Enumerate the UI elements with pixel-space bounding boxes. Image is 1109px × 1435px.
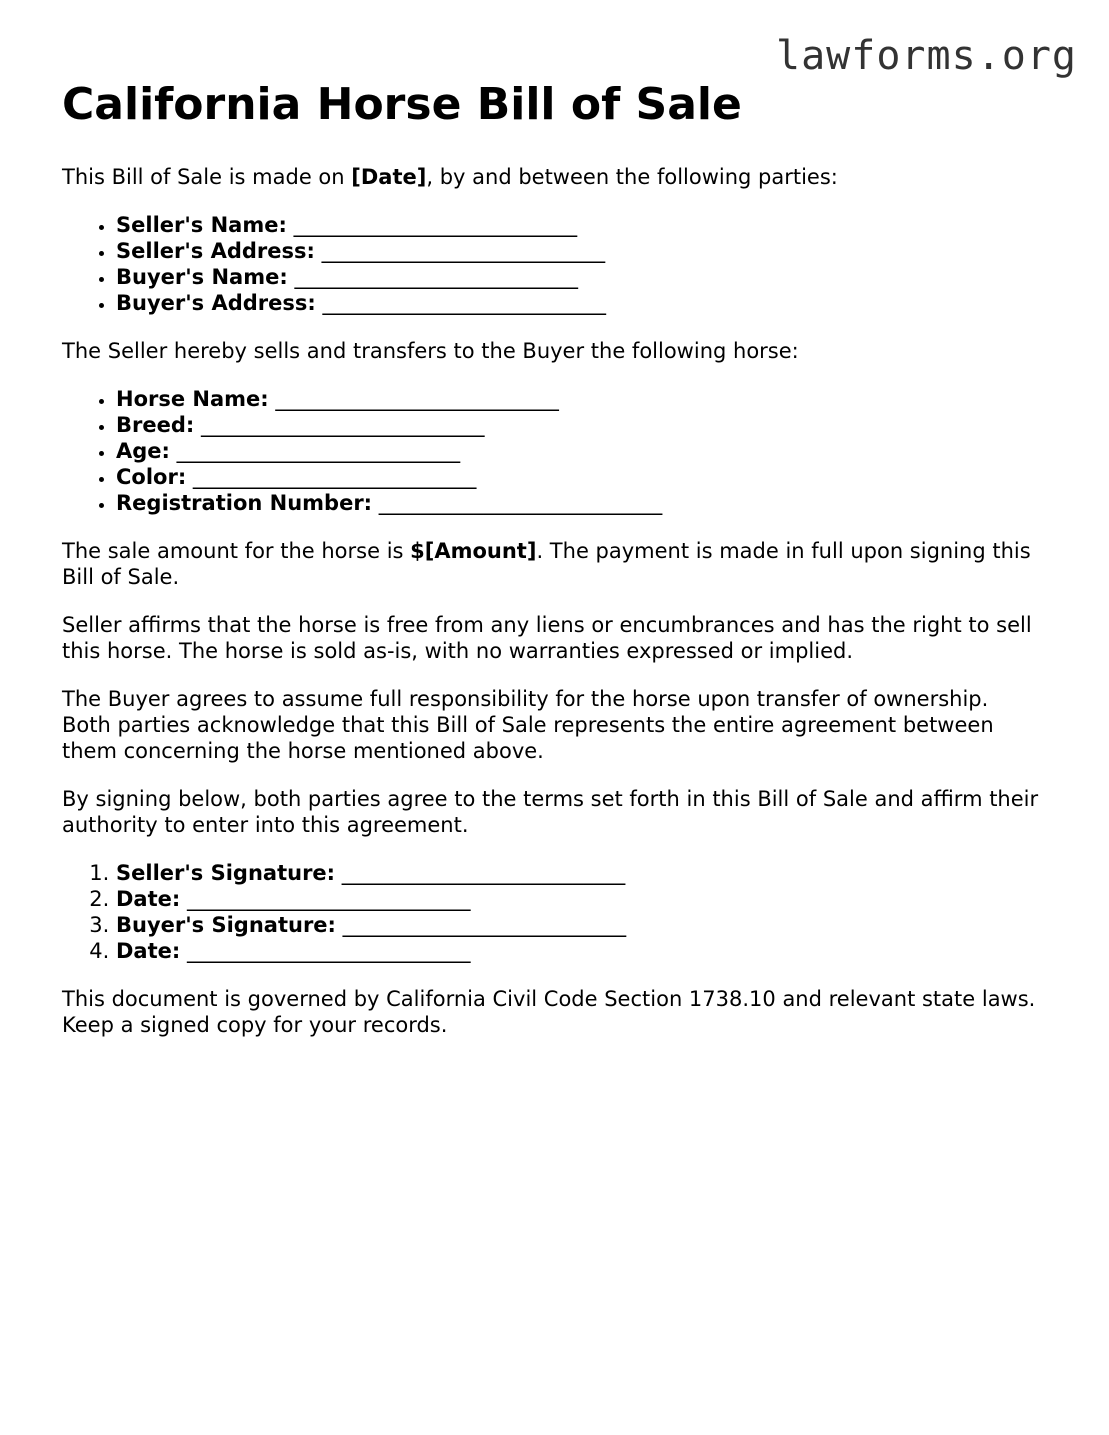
- list-item: [116, 886, 1042, 912]
- amount-placeholder: $[Amount]: [410, 539, 537, 563]
- field-label: Registration Number:: [116, 491, 373, 515]
- field-label: Horse Name:: [116, 387, 269, 411]
- list-item: [116, 212, 1042, 238]
- fill-in-blank: ___________________________: [341, 861, 626, 885]
- amount-prefix: The sale amount for the horse is: [62, 539, 411, 563]
- list-item: [116, 412, 1042, 438]
- fill-in-blank: ___________________________: [186, 939, 471, 963]
- transfer-paragraph: The Seller hereby sells and transfers to the Buyer the following horse:: [62, 339, 799, 363]
- list-item: [116, 912, 1042, 938]
- amount-suffix: . The payment is made in full upon signing this Bill of Sale.: [62, 539, 1031, 589]
- fill-in-blank: ___________________________: [275, 387, 559, 411]
- list-item: [116, 860, 1042, 886]
- watermark-logo: lawforms.org: [776, 33, 1077, 79]
- intro-suffix: , by and between the following parties:: [426, 165, 838, 189]
- affirm-paragraph: Seller affirms that the horse is free from any liens or encumbrances and has the right to sell this horse. The horse is sold as-is, with no warranties expressed or implied.: [62, 613, 1032, 663]
- field-label: Buyer's Signature:: [116, 913, 336, 937]
- signing-paragraph: By signing below, both parties agree to the terms set forth in this Bill of Sale and affirm their authority to enter into this agreement.: [62, 787, 1039, 837]
- field-label: Seller's Name:: [116, 213, 287, 237]
- fill-in-blank: ___________________________: [294, 265, 578, 289]
- field-label: Seller's Address:: [116, 239, 315, 263]
- field-label: Buyer's Name:: [116, 265, 288, 289]
- list-item: [116, 290, 1042, 316]
- field-label: Seller's Signature:: [116, 861, 336, 885]
- intro-prefix: This Bill of Sale is made on: [62, 165, 352, 189]
- field-label: Age:: [116, 439, 170, 463]
- fill-in-blank: ___________________________: [378, 491, 663, 515]
- fill-in-blank: ___________________________: [321, 239, 606, 263]
- list-item: [116, 238, 1042, 264]
- amount-paragraph: [62, 538, 1042, 590]
- intro-paragraph: [62, 164, 1042, 190]
- list-item: [116, 386, 1042, 412]
- date-placeholder: [Date]: [351, 165, 427, 189]
- fill-in-blank: ___________________________: [200, 413, 485, 437]
- list-item: [116, 438, 1042, 464]
- list-item: [116, 938, 1042, 964]
- field-label: Breed:: [116, 413, 195, 437]
- fill-in-blank: ___________________________: [192, 465, 477, 489]
- document-body: [62, 78, 1042, 1060]
- fill-in-blank: ___________________________: [186, 887, 471, 911]
- field-label: Buyer's Address:: [116, 291, 316, 315]
- field-label: Date:: [116, 887, 181, 911]
- list-item: [116, 264, 1042, 290]
- fill-in-blank: ___________________________: [176, 439, 461, 463]
- parties-list: [62, 212, 1042, 316]
- signatures-list: [62, 860, 1042, 964]
- list-item: [116, 490, 1042, 516]
- fill-in-blank: ___________________________: [342, 913, 627, 937]
- field-label: Date:: [116, 939, 181, 963]
- field-label: Color:: [116, 465, 187, 489]
- responsibility-paragraph: The Buyer agrees to assume full responsibility for the horse upon transfer of ownership. Both parties acknowledge that this Bill of Sale represents the entire agreement between them concerning the horse mentioned above.: [62, 687, 994, 763]
- footer-paragraph: This document is governed by California Civil Code Section 1738.10 and relevant state laws. Keep a signed copy for your records.: [62, 987, 1036, 1037]
- document-title: California Horse Bill of Sale: [62, 79, 742, 130]
- horse-details-list: [62, 386, 1042, 516]
- list-item: [116, 464, 1042, 490]
- fill-in-blank: ___________________________: [322, 291, 606, 315]
- fill-in-blank: ___________________________: [293, 213, 578, 237]
